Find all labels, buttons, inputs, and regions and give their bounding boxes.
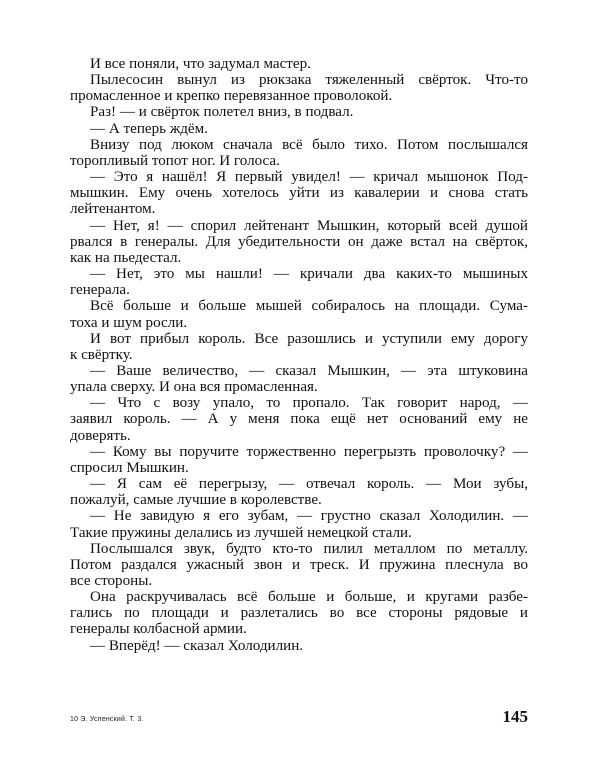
text-line: — Это я нашёл! Я первый увидел! — кричал мышонок Под-	[90, 169, 528, 186]
text-line: Внизу под люком сначала всё было тихо. Потом послышался	[90, 136, 528, 153]
text-line: торопливый топот ног. И голоса.	[70, 152, 280, 169]
text-line: тоха и шум росли.	[70, 314, 188, 331]
text-line: заявил король. — А у меня пока ещё нет оснований ему не	[70, 411, 528, 428]
text-line: Послышался звук, будто кто-то пилил металлом по металлу.	[90, 540, 528, 557]
text-line: пожалуй, самые лучшие в королевстве.	[70, 492, 322, 509]
text-line: — А теперь ждём.	[90, 120, 208, 137]
text-line: гались по площади и разлетались во все стороны рядовые и	[70, 605, 528, 622]
text-line: спросил Мышкин.	[70, 459, 189, 476]
text-line: рвался в генералы. Для убедительности он даже встал на свёрток,	[70, 233, 528, 250]
text-line: Раз! — и свёрток полетел вниз, в подвал.	[90, 104, 354, 121]
text-line: И вот прибыл король. Все разошлись и уступили ему дорогу	[90, 330, 528, 347]
text-line: упала сверху. И она вся промасленная.	[70, 379, 318, 396]
text-line: Она раскручивалась всё больше и больше, и кругами разбе-	[90, 589, 528, 606]
page-number: 145	[502, 707, 528, 726]
text-line: к свёртку.	[70, 346, 133, 363]
text-line: — Нет, это мы нашли! — кричали два каких-то мышиных	[90, 266, 528, 283]
text-line: — Что с возу упало, то пропало. Так говорит народ, —	[90, 395, 528, 412]
text-line: Такие пружины делались из лучшей немецкой стали.	[70, 524, 412, 541]
text-line: как на пьедестал.	[70, 249, 182, 266]
text-line: — Вперёд! — сказал Холодилин.	[90, 637, 304, 654]
text-line: — Нет, я! — спорил лейтенант Мышкин, который всей душой	[90, 217, 528, 234]
text-line: Всё больше и больше мышей собиралось на площади. Сума-	[90, 298, 528, 315]
text-line: Пылесосин вынул из рюкзака тяжеленный свёрток. Что-то	[90, 72, 528, 89]
text-line: промасленное и крепко перевязанное проволокой.	[70, 88, 393, 105]
text-line: мышкин. Ему очень хотелось уйти из кавалерии и снова стать	[70, 185, 528, 202]
body-text	[70, 56, 528, 654]
text-line: — Не завидую я его зубам, — грустно сказал Холодилин. —	[90, 508, 528, 525]
text-line: Потом раздался ужасный звон и треск. И пружина плеснула во	[70, 556, 528, 573]
text-line: лейтенантом.	[70, 201, 156, 218]
text-line: И все поняли, что задумал мастер.	[90, 56, 311, 72]
text-line: — Кому вы поручите торжественно перегрызть проволочку? —	[90, 443, 528, 460]
text-line: — Ваше величество, — сказал Мышкин, — эта штуковина	[90, 362, 528, 379]
text-line: доверять.	[70, 427, 131, 444]
printer-signature: 10 Э. Успенский. Т. 3.	[70, 716, 144, 723]
text-line: все стороны.	[70, 573, 153, 589]
text-line: генерала.	[70, 282, 130, 299]
text-line: генералы колбасной армии.	[70, 621, 247, 638]
text-line: — Я сам её перегрызу, — отвечал король. — Мои зубы,	[90, 476, 528, 493]
